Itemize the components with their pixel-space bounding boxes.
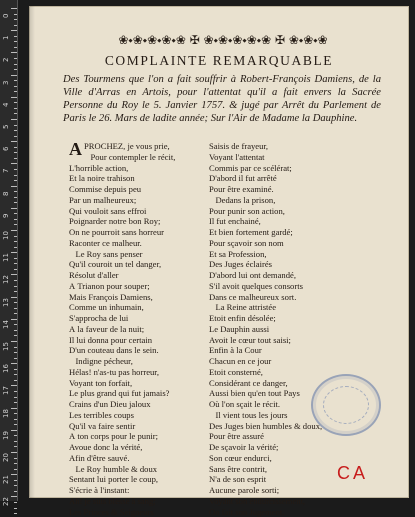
ruler-tick — [11, 30, 17, 31]
ruler-subtick — [14, 224, 17, 225]
ruler-subtick — [14, 508, 17, 509]
right-line: Pour punir son action, — [209, 206, 359, 217]
ruler-number: 6 — [2, 137, 10, 151]
ruler-subtick — [14, 136, 17, 137]
right-line: Enfin à la Cour — [209, 345, 359, 356]
right-line: S'il avoit quelques consorts — [209, 281, 359, 292]
left-line: Afin d'être sauvé. — [69, 453, 219, 464]
ruler-number: 20 — [2, 448, 10, 462]
ruler-subtick — [14, 391, 17, 392]
ruler-number: 19 — [2, 426, 10, 440]
ruler-subtick — [14, 80, 17, 81]
left-line: Le Roy sans penser — [69, 249, 219, 260]
right-line: Aucune parole sorti; — [209, 485, 359, 496]
right-line: Des Juges bien humbles & doux, — [209, 421, 359, 432]
ruler-subtick — [14, 241, 17, 242]
left-line: A la faveur de la nuit; — [69, 324, 219, 335]
ruler-subtick — [14, 125, 17, 126]
ruler-number: 0 — [2, 4, 10, 18]
ruler-subtick — [14, 469, 17, 470]
ruler-subtick — [14, 286, 17, 287]
ruler-number: 13 — [2, 293, 10, 307]
right-line: Son cœur endurci, — [209, 453, 359, 464]
ruler-number: 8 — [2, 182, 10, 196]
left-line: Indigne pécheur, — [69, 356, 219, 367]
ruler-subtick — [14, 424, 17, 425]
ruler-tick — [11, 230, 17, 231]
ruler-tick — [11, 141, 17, 142]
ruler-subtick — [14, 313, 17, 314]
ruler-subtick — [14, 202, 17, 203]
ruler-subtick — [14, 413, 17, 414]
ruler-tick — [11, 8, 17, 9]
left-line: A Trianon pour souper; — [69, 281, 219, 292]
right-line: Où l'on sçait le récit. — [209, 399, 359, 410]
ruler-subtick — [14, 41, 17, 42]
right-line: De sçavoir la vérité; — [209, 442, 359, 453]
page-shadow — [29, 6, 35, 498]
ruler-tick — [11, 363, 17, 364]
ruler-tick — [11, 52, 17, 53]
ruler-subtick — [14, 91, 17, 92]
ruler-subtick — [14, 369, 17, 370]
ruler-subtick — [14, 480, 17, 481]
ruler-number: 14 — [2, 315, 10, 329]
ruler-subtick — [14, 446, 17, 447]
left-line: PROCHEZ, je vous prie, — [69, 141, 219, 152]
ruler-tick — [11, 430, 17, 431]
ruler-subtick — [14, 19, 17, 20]
ruler-subtick — [14, 502, 17, 503]
ruler-tick — [11, 319, 17, 320]
ruler-subtick — [14, 191, 17, 192]
ruler-subtick — [14, 108, 17, 109]
ruler-number: 1 — [2, 26, 10, 40]
left-line: Il lui donna pour certain — [69, 335, 219, 346]
header-ornament: ❀⬩❀⬩❀⬩❀⬩❀ ✠ ❀⬩❀⬩❀⬩❀⬩❀ ✠ ❀⬩❀⬩❀ — [63, 33, 383, 47]
ruler-tick — [11, 452, 17, 453]
right-line: Dans ce malheureux sort. — [209, 292, 359, 303]
ruler-subtick — [14, 102, 17, 103]
left-line: Qu'il va faire sentir — [69, 421, 219, 432]
page-title: COMPLAINTE REMARQUABLE — [29, 53, 409, 69]
ruler-number: 9 — [2, 204, 10, 218]
ruler-subtick — [14, 308, 17, 309]
ruler-subtick — [14, 441, 17, 442]
right-line: On fait son Jugement. — [209, 507, 359, 517]
ruler-subtick — [14, 280, 17, 281]
ruler-subtick — [14, 147, 17, 148]
ruler-tick — [11, 252, 17, 253]
left-line: S'écrie à l'instant: — [69, 485, 219, 496]
ruler-subtick — [14, 113, 17, 114]
ruler-subtick — [14, 324, 17, 325]
right-line: Etoit consterné, — [209, 367, 359, 378]
document-page — [29, 6, 409, 498]
ruler-subtick — [14, 14, 17, 15]
right-line: Et sa Profession, — [209, 249, 359, 260]
ruler-subtick — [14, 302, 17, 303]
left-line: Le Roy humble & doux — [69, 464, 219, 475]
ruler-subtick — [14, 397, 17, 398]
ruler-number: 3 — [2, 71, 10, 85]
ruler-subtick — [14, 458, 17, 459]
right-line: N'a de son esprit — [209, 474, 359, 485]
ruler-tick — [11, 408, 17, 409]
right-line: Il fut enchainé, — [209, 216, 359, 227]
left-line: Qu'il couroit un tel danger, — [69, 259, 219, 270]
right-line: Voyant l'attentat — [209, 152, 359, 163]
ruler-subtick — [14, 485, 17, 486]
ruler-tick — [11, 163, 17, 164]
right-line: Commis par ce scélérat; — [209, 163, 359, 174]
ruler-subtick — [14, 175, 17, 176]
left-line: Les Princes & Seigneurs — [69, 507, 219, 517]
ruler-number: 16 — [2, 359, 10, 373]
ruler-subtick — [14, 58, 17, 59]
left-line: Qui vouloit sans effroi — [69, 206, 219, 217]
right-line: Pour être assuré — [209, 431, 359, 442]
ruler-subtick — [14, 374, 17, 375]
right-line: Etoit enfin désolée; — [209, 313, 359, 324]
ruler-subtick — [14, 247, 17, 248]
page-subtitle: Des Tourmens que l'on a fait souffrir à Robert-François Damiens, de la Ville d'Arras en Artois, pour l'attentat qu'il a fait envers la Sacrée Personne du Roy le 5. Janvier 1757. & jugé par Arrêt du Parlement de Paris le 26. Mars de ladite année; Sur l'Air de Madame la Dauphine. — [63, 73, 381, 125]
right-line: Avoit le cœur tout saisi; — [209, 335, 359, 346]
ruler-tick — [11, 274, 17, 275]
ruler-subtick — [14, 491, 17, 492]
right-line: D'abord lui ont demandé, — [209, 270, 359, 281]
library-stamp — [311, 374, 381, 436]
left-line: S'approcha de lui — [69, 313, 219, 324]
ruler-subtick — [14, 158, 17, 159]
ruler-number: 15 — [2, 337, 10, 351]
right-line: Saisis de frayeur, — [209, 141, 359, 152]
ruler-number: 17 — [2, 381, 10, 395]
ruler-subtick — [14, 180, 17, 181]
ruler-subtick — [14, 219, 17, 220]
scale-ruler — [0, 0, 18, 501]
ruler-number: 5 — [2, 115, 10, 129]
ruler-subtick — [14, 47, 17, 48]
ruler-subtick — [14, 380, 17, 381]
ruler-tick — [11, 474, 17, 475]
ruler-subtick — [14, 36, 17, 37]
ruler-subtick — [14, 335, 17, 336]
left-line: L'horrible action, — [69, 163, 219, 174]
right-line: Aussi bien qu'en tout Pays — [209, 388, 359, 399]
left-line: Commise depuis peu — [69, 184, 219, 195]
ruler-tick — [11, 97, 17, 98]
left-line: Sentant lui porter le coup, — [69, 474, 219, 485]
ruler-subtick — [14, 402, 17, 403]
left-line: Mais François Damiens, — [69, 292, 219, 303]
ruler-subtick — [14, 86, 17, 87]
left-line: Et la noire trahison — [69, 173, 219, 184]
ruler-subtick — [14, 152, 17, 153]
right-line: Chacun en ce jour — [209, 356, 359, 367]
ruler-subtick — [14, 64, 17, 65]
right-line: Considérant ce danger, — [209, 378, 359, 389]
left-line: D'un couteau dans le sein. — [69, 345, 219, 356]
ruler-subtick — [14, 269, 17, 270]
right-line: La Reine attristée — [209, 302, 359, 313]
ruler-subtick — [14, 347, 17, 348]
ruler-subtick — [14, 169, 17, 170]
left-line: Ah! je suis blessé à sang; — [69, 496, 219, 507]
ruler-number: 21 — [2, 470, 10, 484]
right-line: D'abord il fut arrêté — [209, 173, 359, 184]
right-line: Le Dauphin aussi — [209, 324, 359, 335]
ruler-number: 22 — [2, 492, 10, 506]
left-line: Le plus grand qui fut jamais? — [69, 388, 219, 399]
right-column — [209, 141, 359, 517]
right-line: Pour être examiné. — [209, 184, 359, 195]
left-line: Voyant ton forfait, — [69, 378, 219, 389]
ruler-subtick — [14, 419, 17, 420]
left-column — [69, 141, 219, 517]
ruler-tick — [11, 496, 17, 497]
ruler-subtick — [14, 236, 17, 237]
ruler-subtick — [14, 263, 17, 264]
left-line: A ton corps pour le punir; — [69, 431, 219, 442]
right-line: Il vient tous les jours — [209, 410, 359, 421]
ruler-subtick — [14, 513, 17, 514]
ruler-subtick — [14, 352, 17, 353]
ruler-subtick — [14, 258, 17, 259]
left-line: Poignarder notre bon Roy; — [69, 216, 219, 227]
left-line: Avoue donc la vérité, — [69, 442, 219, 453]
catalog-mark: CA — [337, 463, 368, 484]
dropcap-letter: A — [69, 142, 82, 156]
ruler-number: 2 — [2, 48, 10, 62]
ruler-tick — [11, 297, 17, 298]
ruler-subtick — [14, 25, 17, 26]
ruler-subtick — [14, 130, 17, 131]
ruler-tick — [11, 385, 17, 386]
ruler-tick — [11, 208, 17, 209]
ruler-tick — [11, 119, 17, 120]
ruler-subtick — [14, 291, 17, 292]
left-line: Comme un inhumain, — [69, 302, 219, 313]
ruler-tick — [11, 75, 17, 76]
ruler-number: 4 — [2, 93, 10, 107]
right-line: Voyant son endurcissement, — [209, 496, 359, 507]
left-line: On ne pourroit sans horreur — [69, 227, 219, 238]
ruler-subtick — [14, 463, 17, 464]
ruler-number: 11 — [2, 248, 10, 262]
ruler-subtick — [14, 435, 17, 436]
left-line: Pour contempler le récit, — [69, 152, 219, 163]
ruler-subtick — [14, 213, 17, 214]
ruler-subtick — [14, 69, 17, 70]
ruler-tick — [11, 341, 17, 342]
left-line: Hélas! n'as-tu pas horreur, — [69, 367, 219, 378]
right-line: Sans être contrit, — [209, 464, 359, 475]
right-line: Et bien fortement gardé; — [209, 227, 359, 238]
left-line: Résolut d'aller — [69, 270, 219, 281]
ruler-subtick — [14, 197, 17, 198]
ruler-number: 12 — [2, 270, 10, 284]
left-line: Les terribles coups — [69, 410, 219, 421]
left-line: Raconter ce malheur. — [69, 238, 219, 249]
ruler-number: 10 — [2, 226, 10, 240]
left-line: Crains d'un Dieu jaloux — [69, 399, 219, 410]
ruler-subtick — [14, 358, 17, 359]
right-line: Pour sçavoir son nom — [209, 238, 359, 249]
ruler-number: 7 — [2, 159, 10, 173]
ruler-tick — [11, 186, 17, 187]
ruler-number: 18 — [2, 404, 10, 418]
left-line: Par un malheureux; — [69, 195, 219, 206]
ruler-subtick — [14, 330, 17, 331]
right-line: Des Juges éclairés — [209, 259, 359, 270]
right-line: Dedans la prison, — [209, 195, 359, 206]
